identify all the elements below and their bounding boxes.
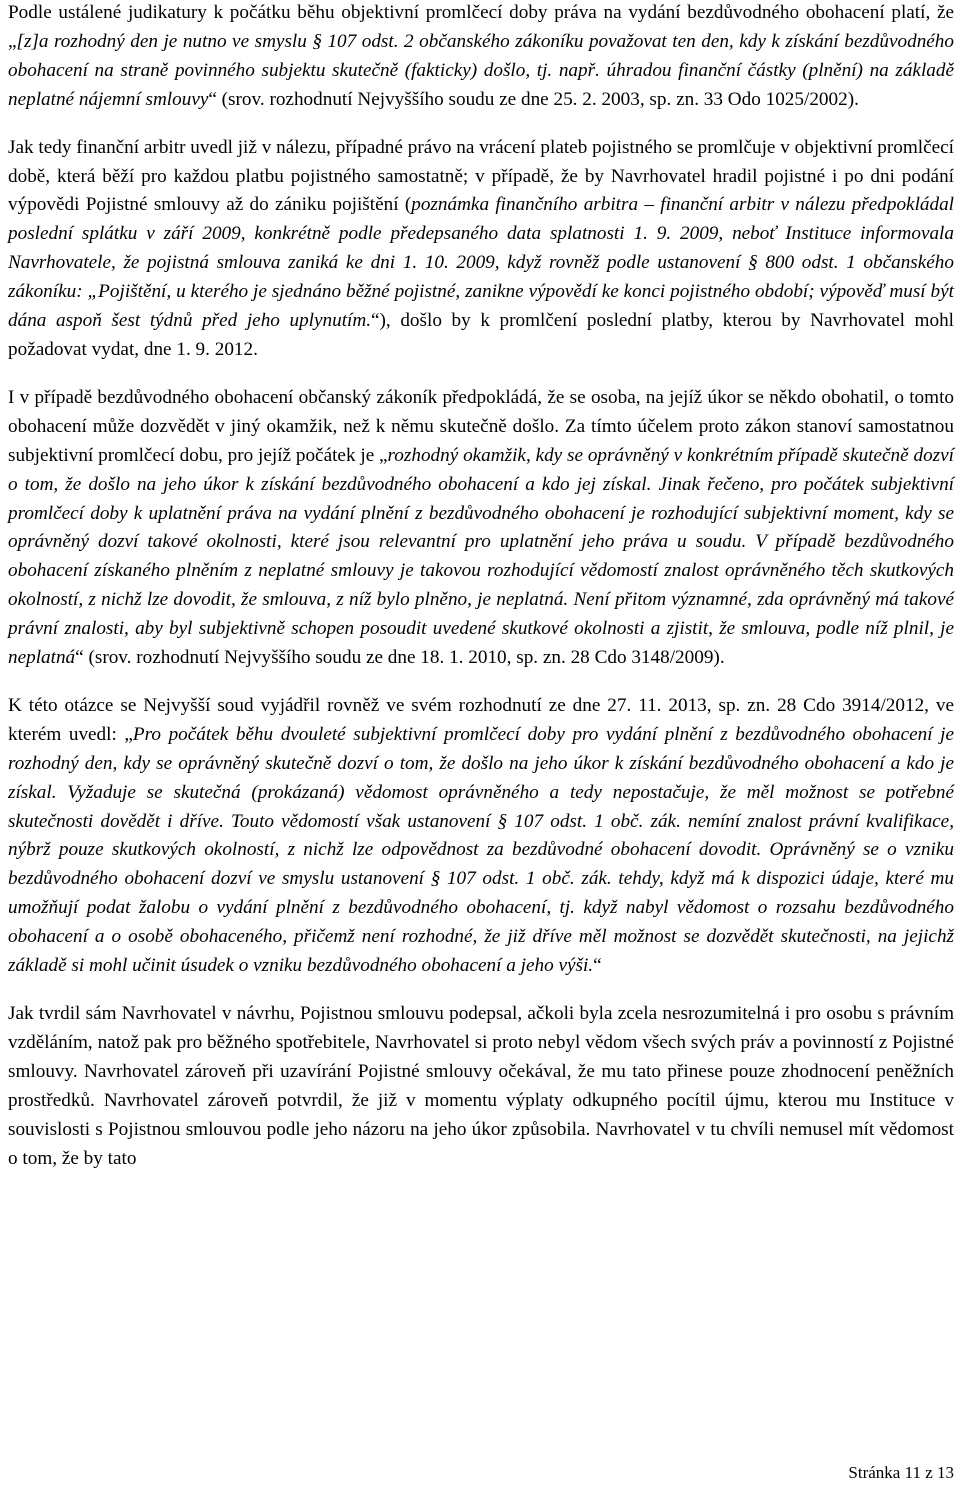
paragraph-3 (8, 384, 954, 673)
paragraph-4-text-2: “ (593, 955, 602, 977)
paragraph-2-text-1: Jak tedy finanční arbitr uvedl již v nálezu, případné právo na vrácení plateb pojistného se promlčuje v objektivní promlčecí době, která běží pro každou platbu pojistného samostatně; v případě, že by Navrhovatel hradil pojistné i po dni podání výpovědi Pojistné smlouvy až do zániku pojištění ( (8, 136, 954, 216)
paragraph-5 (8, 1000, 954, 1173)
paragraph-3-quote: rozhodný okamžik, kdy se oprávněný v konkrétním případě skutečně dozví o tom, že došlo na jeho úkor k získání bezdůvodného obohacení a kdo jej získal. Jinak řečeno, pro počátek subjektivní promlčecí doby k uplatnění práva na vydání plnění z bezdůvodného obohacení je rozhodující subjektivní moment, kdy se oprávněný dozví takové okolnosti, které jsou relevantní pro uplatnění jeho práva u soudu. V případě bezdůvodného obohacení získaného plněním z neplatné smlouvy je takovou rozhodující vědomostí znalost oprávněného těch skutkových okolností, z nichž lze dovodit, že smlouva, z níž bylo plněno, je neplatná. Není přitom významné, zda oprávněný má takové právní znalosti, aby byl subjektivně schopen posoudit uvedené skutkové okolnosti a zjistit, že smlouva, podle níž plnil, je neplatná (8, 444, 954, 669)
paragraph-5-text-1: Jak tvrdil sám Navrhovatel v návrhu, Pojistnou smlouvu podepsal, ačkoli byla zcela nesrozumitelná i pro osobu s právním vzděláním, natož pak pro běžného spotřebitele, Navrhovatel si proto nebyl vědom všech svých práv a povinností z Pojistné smlouvy. Navrhovatel zároveň při uzavírání Pojistné smlouvy očekával, že mu tato přinese pouze zhodnocení peněžních prostředků. Navrhovatel zároveň potvrdil, že již v momentu výplaty odkupného pocítil újmu, kterou mu Instituce v souvislosti s Pojistnou smlouvou podle jeho názoru na jeho úkor způsobila. Navrhovatel v tu chvíli nemusel mít vědomost o tom, že by tato (8, 1003, 954, 1169)
paragraph-2 (8, 134, 954, 365)
paragraph-1 (8, 0, 954, 115)
paragraph-2-note: poznámka finančního arbitra – finanční arbitr v nálezu předpokládal poslední splátku v září 2009, konkrétně podle předepsaného data splatnosti 1. 9. 2009, neboť Instituce informovala Navrhovatele, že pojistná smlouva zaniká ke dni 1. 10. 2009, když rovněž podle ustanovení § 800 odst. 1 občanského zákoníku: „Pojištění, u kterého je sjednáno běžné pojistné, zanikne výpovědí ke konci pojistného období; výpověď musí být dána aspoň šest týdnů před jeho uplynutím. (8, 194, 955, 332)
document-body (8, 0, 954, 1192)
paragraph-2-text-2: “), došlo by k promlčení poslední platby, kterou by Navrhovatel mohl požadovat vydat, dne 1. 9. 2012. (8, 310, 954, 360)
paragraph-4 (8, 692, 954, 981)
page-number: Stránka 11 z 13 (848, 1463, 954, 1482)
paragraph-1-text-2: “ (srov. rozhodnutí Nejvyššího soudu ze dne 25. 2. 2003, sp. zn. 33 Odo 1025/2002). (208, 88, 859, 110)
paragraph-4-text-1: K této otázce se Nejvyšší soud vyjádřil rovněž ve svém rozhodnutí ze dne 27. 11. 2013, sp. zn. 28 Cdo 3914/2012, ve kterém uvedl: „ (8, 694, 954, 745)
paragraph-4-quote: Pro počátek běhu dvouleté subjektivní promlčecí doby pro vydání plnění z bezdůvodného obohacení je rozhodný den, kdy se oprávněný skutečně dozví o tom, že došlo na jeho úkor k získání bezdůvodného obohacení a kdo je získal. Vyžaduje se skutečná (prokázaná) vědomost oprávněného a tedy nepostačuje, že měl možnost se potřebné skutečnosti dovědět i dříve. Touto vědomostí však ustanovení § 107 odst. 1 obč. zák. nemíní znalost právní kvalifikace, nýbrž pouze skutkových okolností, z nichž lze odpovědnost za bezdůvodné obohacení dovodit. Oprávněný se o vzniku bezdůvodného obohacení dozví ve smyslu ustanovení § 107 odst. 1 obč. zák. tehdy, když má k dispozici údaje, které mu umožňují podat žalobu o vydání plnění z bezdůvodného obohacení, tj. když nabyl vědomost o rozsahu bezdůvodného obohacení a o osobě obohaceného, přičemž není rozhodné, že již dříve měl možnost se dozvědět skutečnosti, na jejichž základě si mohl učinit úsudek o vzniku bezdůvodného obohacení a jeho výši. (8, 723, 955, 977)
paragraph-3-text-1: I v případě bezdůvodného obohacení občanský zákoník předpokládá, že se osoba, na jejíž úkor se někdo obohatil, o tomto obohacení může dozvědět v jiný okamžik, než k němu skutečně došlo. Za tímto účelem proto zákon stanoví samostatnou subjektivní promlčecí dobu, pro jejíž počátek je „ (8, 386, 954, 466)
paragraph-1-text-1: Podle ustálené judikatury k počátku běhu objektivní promlčecí doby práva na vydání bezdůvodného obohacení platí, že „ (8, 2, 954, 52)
paragraph-1-quote: [z]a rozhodný den je nutno ve smyslu § 107 odst. 2 občanského zákoníku považovat ten den, kdy k získání bezdůvodného obohacení na straně povinného subjektu skutečně (fakticky) došlo, tj. např. úhradou finanční částky (plnění) na základě neplatné nájemní smlouvy (8, 30, 954, 110)
paragraph-3-text-2: “ (srov. rozhodnutí Nejvyššího soudu ze dne 18. 1. 2010, sp. zn. 28 Cdo 3148/2009). (75, 647, 725, 669)
